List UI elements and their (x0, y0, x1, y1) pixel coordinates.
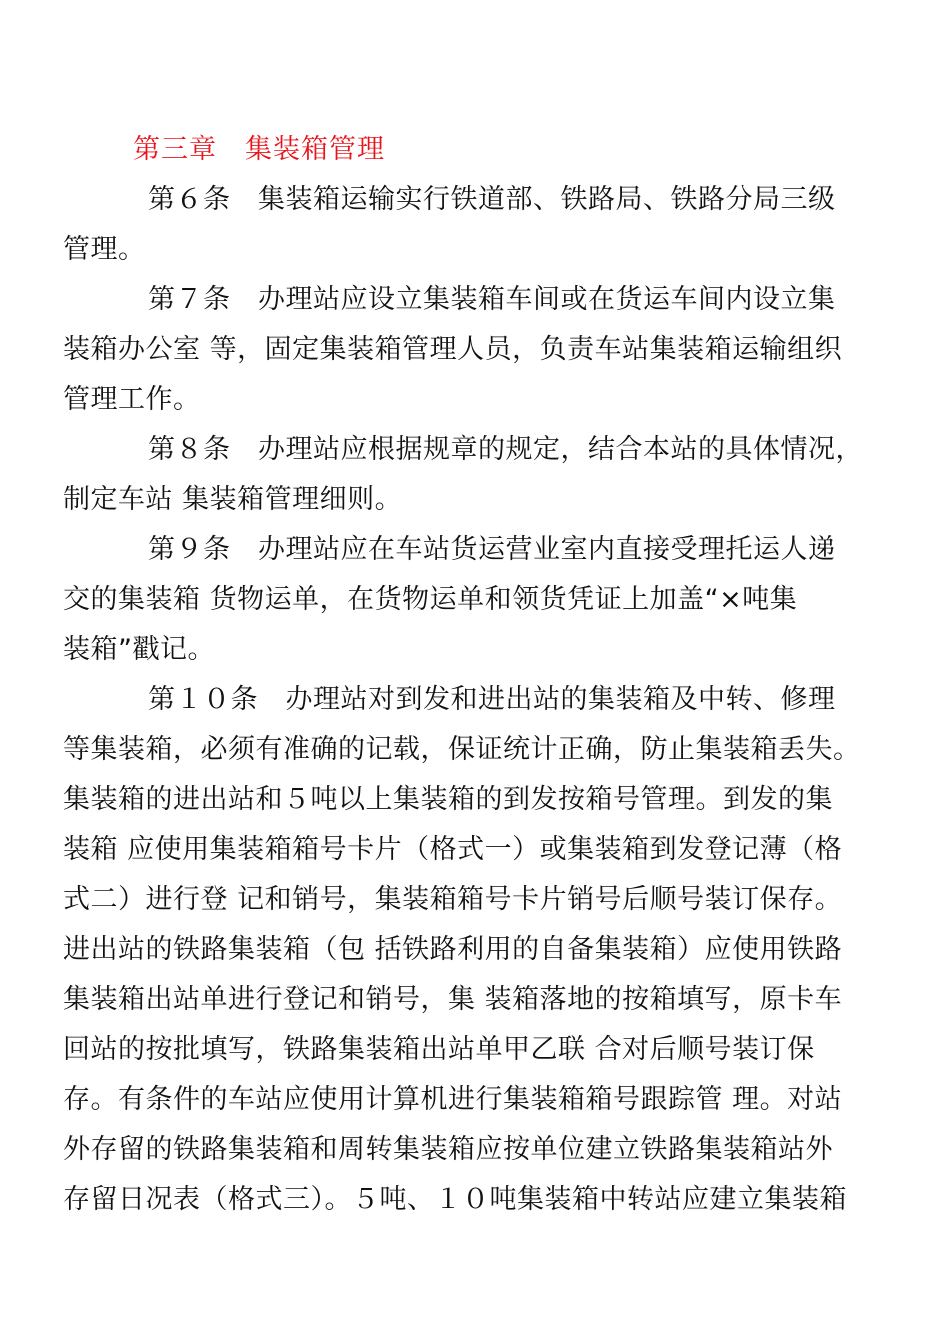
article-9-line-2: 交的集装箱 货物运单，在货物运单和领货凭证上加盖“×吨集 (63, 584, 798, 615)
article-10-line-4: 装箱 应使用集装箱箱号卡片（格式一）或集装箱到发登记薄（格 (63, 834, 843, 865)
article-9-line-1: 第９条 办理站应在车站货运营业室内直接受理托运人递 (148, 534, 836, 565)
article-10-line-11: 存留日况表（格式三）。５吨、１０吨集装箱中转站应建立集装箱 (63, 1184, 847, 1215)
article-9-line-3: 装箱”戳记。 (63, 634, 215, 665)
article-10-line-8: 回站的按批填写，铁路集装箱出站单甲乙联 合对后顺号装订保 (63, 1034, 815, 1065)
article-10-line-3: 集装箱的进出站和５吨以上集装箱的到发按箱号管理。到发的集 (63, 784, 833, 815)
article-7-line-2: 装箱办公室 等，固定集装箱管理人员，负责车站集装箱运输组织 (63, 334, 843, 365)
article-8-line-1: 第８条 办理站应根据规章的规定，结合本站的具体情况， (148, 434, 863, 465)
article-10-line-1: 第１０条 办理站对到发和进出站的集装箱及中转、修理 (148, 684, 836, 715)
article-7-line-3: 管理工作。 (63, 384, 201, 415)
chapter-heading: 第三章 集装箱管理 (133, 134, 385, 165)
article-10-line-7: 集装箱出站单进行登记和销号，集 装箱落地的按箱填写，原卡车 (63, 984, 843, 1015)
article-10-line-10: 外存留的铁路集装箱和周转集装箱应按单位建立铁路集装箱站外 (63, 1134, 833, 1165)
article-10-line-6: 进出站的铁路集装箱（包 括铁路利用的自备集装箱）应使用铁路 (63, 934, 843, 965)
article-10-line-2: 等集装箱，必须有准确的记载，保证统计正确，防止集装箱丢失。 (63, 734, 861, 765)
article-6-line-2: 管理。 (63, 234, 146, 265)
article-8-line-2: 制定车站 集装箱管理细则。 (63, 484, 403, 515)
article-10-line-9: 存。有条件的车站应使用计算机进行集装箱箱号跟踪管 理。对站 (63, 1084, 843, 1115)
article-7-line-1: 第７条 办理站应设立集装箱车间或在货运车间内设立集 (148, 284, 836, 315)
article-10-line-5: 式二）进行登 记和销号，集装箱箱号卡片销号后顺号装订保存。 (63, 884, 843, 915)
article-6-line-1: 第６条 集装箱运输实行铁道部、铁路局、铁路分局三级 (148, 184, 836, 215)
